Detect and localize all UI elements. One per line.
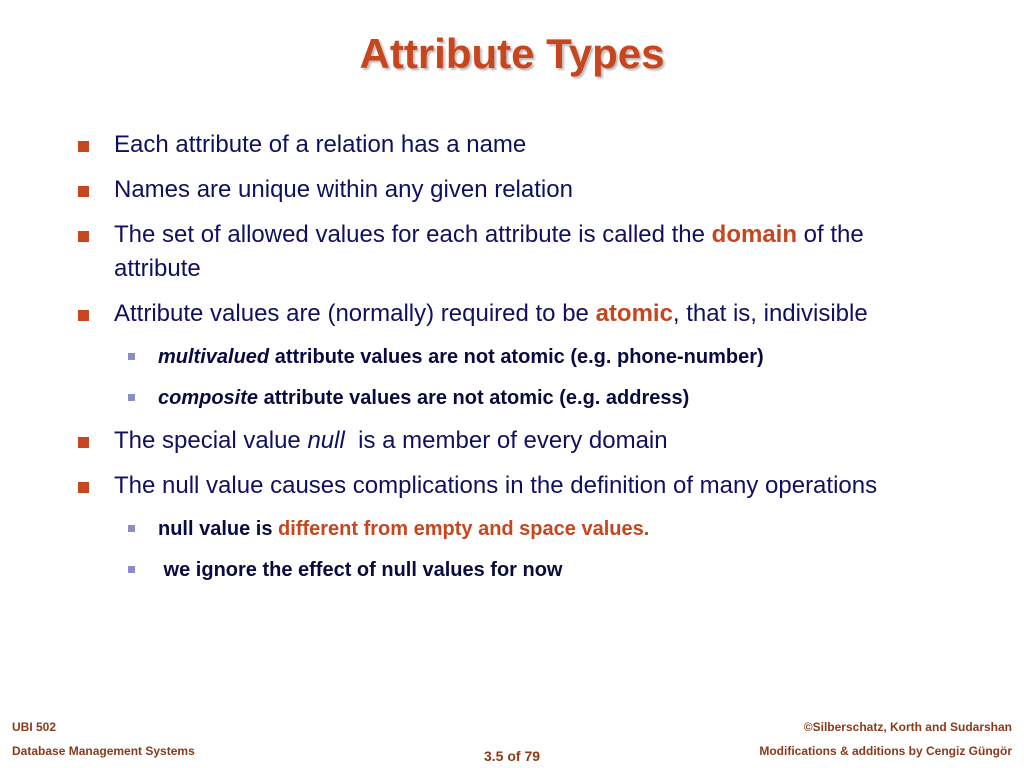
bullet-text: of the attribute: [114, 221, 864, 282]
bullet-text: The special value: [114, 427, 308, 454]
footer-page-number: 3.5 of 79: [483, 748, 541, 764]
footer-course-code: UBI 502: [12, 720, 57, 734]
keyword-domain: domain: [711, 221, 798, 248]
slide-content: [0, 128, 1024, 596]
bullet-item: [0, 173, 1024, 207]
square-bullet-icon: [78, 141, 89, 152]
keyword-multivalued: multivalued: [158, 346, 270, 368]
square-bullet-icon: [78, 186, 89, 197]
sub-bullet-item: [0, 342, 1024, 372]
footer-modifications: Modifications & additions by Cengiz Güngör: [759, 744, 1012, 758]
keyword-null: null: [307, 427, 345, 454]
bullet-item: [0, 297, 1024, 331]
bullet-item: [0, 218, 1024, 286]
square-bullet-icon: [78, 482, 89, 493]
square-bullet-icon: [78, 231, 89, 242]
square-bullet-icon: [78, 437, 89, 448]
keyword-different: different from empty and space values.: [278, 518, 650, 540]
small-square-bullet-icon: [128, 566, 135, 573]
footer-course-name: Database Management Systems: [12, 744, 195, 758]
small-square-bullet-icon: [128, 525, 135, 532]
bullet-text: Names are unique within any given relation: [114, 176, 573, 203]
bullet-text: is a member of every domain: [344, 427, 668, 454]
sub-bullet-item: [0, 514, 1024, 544]
bullet-item: [0, 128, 1024, 162]
bullet-text: The null value causes complications in the definition of many operations: [114, 472, 878, 499]
keyword-atomic: atomic: [595, 300, 673, 327]
sub-bullet-text: attribute values are not atomic (e.g. phone-number): [269, 346, 764, 368]
sub-bullet-item: [0, 383, 1024, 413]
sub-bullet-item: [0, 555, 1024, 585]
sub-bullet-text: we ignore the effect of null values for now: [158, 559, 563, 581]
bullet-text: Each attribute of a relation has a name: [114, 131, 527, 158]
sub-bullet-text: null value is: [158, 518, 279, 540]
bullet-text: Attribute values are (normally) required to be: [114, 300, 596, 327]
bullet-text: , that is, indivisible: [672, 300, 868, 327]
sub-bullet-text: attribute values are not atomic (e.g. address): [258, 387, 690, 409]
bullet-item: [0, 469, 1024, 503]
bullet-text: The set of allowed values for each attribute is called the: [114, 221, 712, 248]
square-bullet-icon: [78, 310, 89, 321]
footer-copyright: ©Silberschatz, Korth and Sudarshan: [803, 720, 1012, 734]
bullet-item: [0, 424, 1024, 458]
keyword-composite: composite: [158, 387, 259, 409]
small-square-bullet-icon: [128, 394, 135, 401]
slide-title: Attribute Types: [359, 30, 665, 77]
small-square-bullet-icon: [128, 353, 135, 360]
